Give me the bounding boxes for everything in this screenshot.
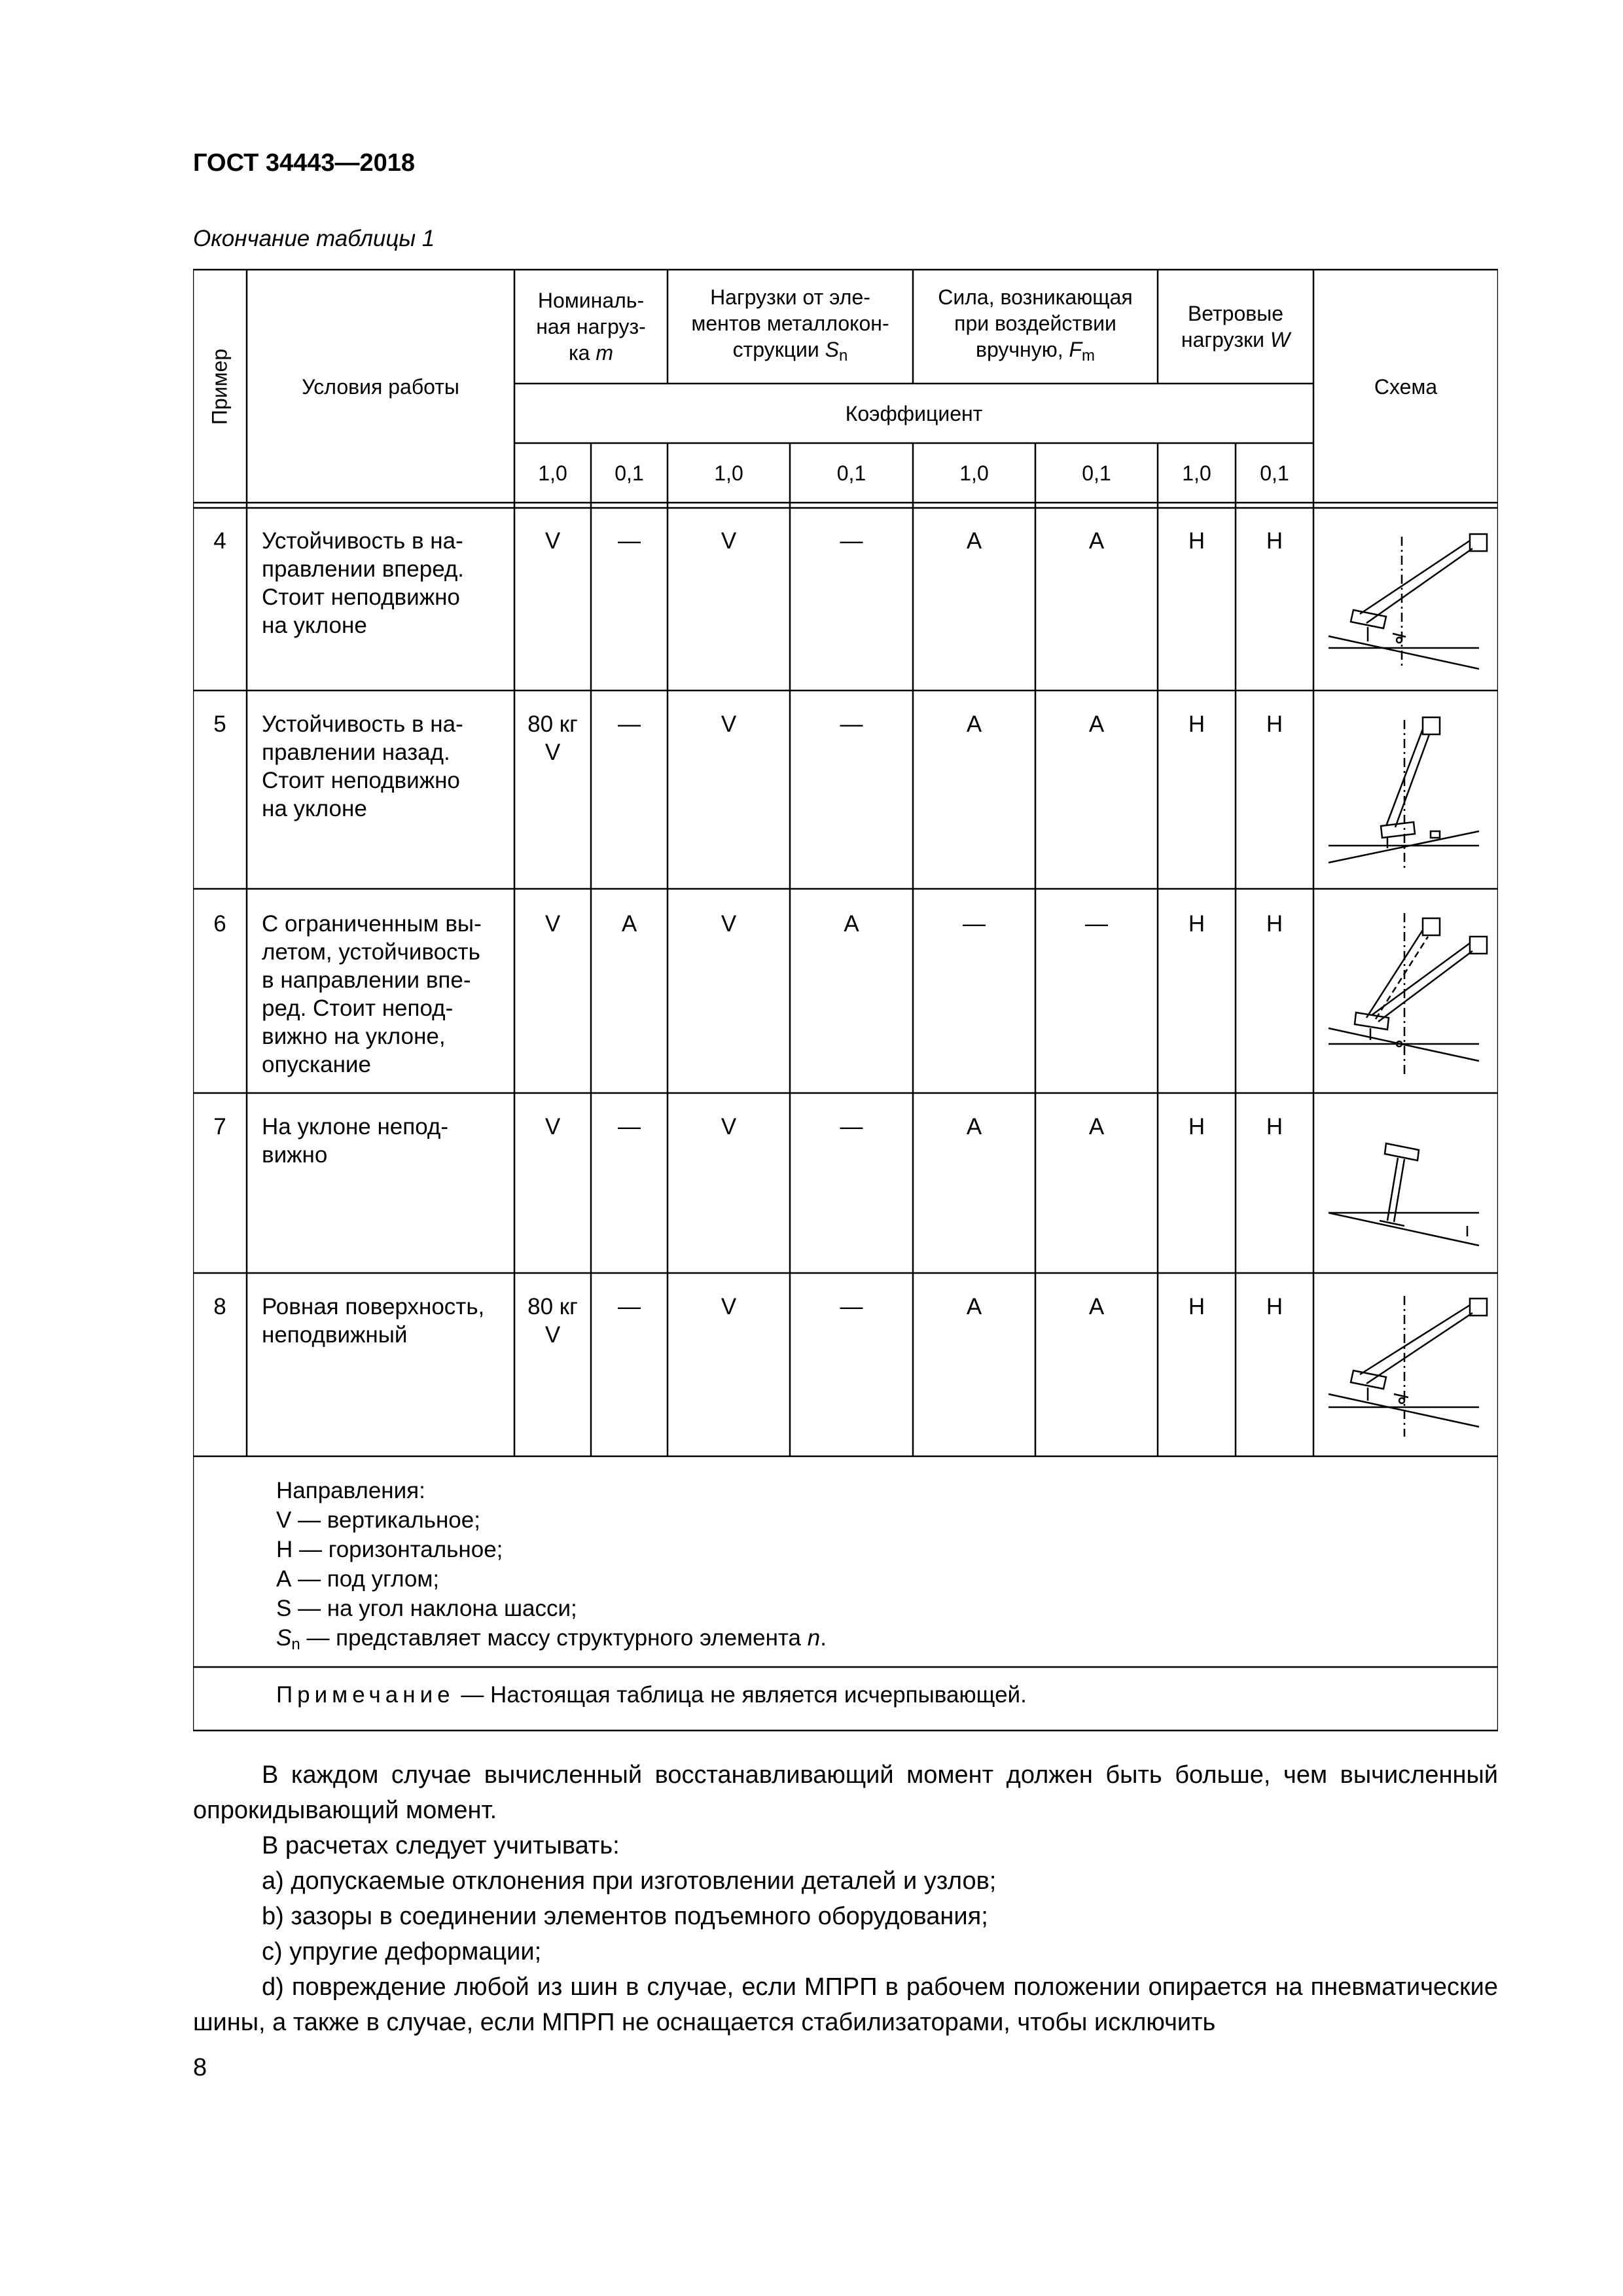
document-title: ГОСТ 34443—2018	[193, 149, 416, 177]
row-number: 8	[213, 1294, 226, 1319]
page-number: 8	[193, 2054, 207, 2081]
coef-8: 0,1	[1260, 461, 1289, 485]
value-cell: Н	[1188, 528, 1205, 554]
value-cell: А	[844, 911, 859, 937]
value-cell: V	[544, 1114, 561, 1139]
value-cell: V	[721, 1294, 737, 1319]
header-nominal-load: Номиналь- ная нагруз- ка m	[536, 289, 646, 365]
value-cell: V	[721, 711, 737, 737]
row-number: 7	[213, 1114, 226, 1139]
paragraph: В расчетах следует учитывать:	[262, 1832, 620, 1859]
value-cell: —	[1085, 911, 1108, 937]
legend: Направления: V — вертикальное; Н — горизонтальное; А — под углом; S — на угол наклона шасси; $S_n$ — представляет массу структурного элемента n.	[276, 1478, 827, 1653]
scheme-diagram	[1315, 700, 1496, 884]
value-cell: —	[963, 911, 986, 937]
value-cell: А	[1088, 1114, 1105, 1139]
coef-3: 1,0	[714, 461, 743, 485]
header-scheme: Схема	[1374, 375, 1438, 399]
value-cell: А	[966, 711, 982, 737]
value-cell: А	[621, 911, 637, 937]
header-example: Пример	[207, 348, 232, 425]
coef-2: 0,1	[615, 461, 644, 485]
value-cell: Н	[1266, 711, 1283, 737]
header-manual-force: Сила, возникающая при воздействии вручную, $F_m$	[938, 285, 1133, 365]
value-cell: А	[966, 528, 982, 554]
coef-1: 1,0	[538, 461, 567, 485]
row-conditions: Ровная поверхность, неподвижный	[262, 1294, 485, 1348]
value-cell: Н	[1188, 711, 1205, 737]
value-cell: Н	[1188, 911, 1205, 937]
coef-5: 1,0	[959, 461, 989, 485]
value-cell: Н	[1266, 528, 1283, 554]
value-cell: 80 кг V	[527, 711, 578, 765]
value-cell: —	[618, 528, 641, 554]
row-conditions: Устойчивость в на- правлении вперед. Стоит неподвижно на уклоне	[262, 528, 465, 638]
value-cell: Н	[1266, 1114, 1283, 1139]
header-coefficient: Коэффициент	[845, 401, 983, 425]
value-cell: V	[721, 528, 737, 554]
scheme-diagram	[1315, 900, 1496, 1090]
list-item: a) допускаемые отклонения при изготовлении деталей и узлов;	[262, 1867, 997, 1895]
coef-4: 0,1	[836, 461, 866, 485]
value-cell: Н	[1266, 911, 1283, 937]
header-metal-loads: Нагрузки от эле- ментов металлокон- струкции $S_n$	[691, 285, 889, 365]
value-cell: А	[966, 1114, 982, 1139]
coef-6: 0,1	[1082, 461, 1111, 485]
value-cell: А	[966, 1294, 982, 1319]
value-cell: Н	[1188, 1114, 1205, 1139]
value-cell: А	[1088, 528, 1105, 554]
row-conditions: С ограниченным вы- летом, устойчивость в направлении впе- ред. Стоит непод- вижно на уклоне, опускание	[262, 911, 482, 1077]
scheme-diagram	[1315, 517, 1496, 681]
row-number: 5	[213, 711, 226, 737]
row-number: 4	[213, 528, 226, 554]
scheme-diagram	[1315, 1103, 1496, 1266]
value-cell: —	[840, 528, 863, 554]
table-note: Примечание — Настоящая таблица не является исчерпывающей.	[276, 1682, 1027, 1708]
value-cell: —	[840, 711, 863, 737]
value-cell: V	[721, 911, 737, 937]
header-wind-loads: Ветровые нагрузки W	[1181, 302, 1291, 351]
value-cell: V	[544, 528, 561, 554]
value-cell: —	[618, 1294, 641, 1319]
value-cell: —	[840, 1294, 863, 1319]
scheme-diagram	[1315, 1283, 1496, 1450]
value-cell: —	[618, 711, 641, 737]
list-item: c) упругие деформации;	[262, 1938, 542, 1965]
value-cell: V	[721, 1114, 737, 1139]
value-cell: V	[544, 911, 561, 937]
value-cell: —	[618, 1114, 641, 1139]
list-item: b) зазоры в соединении элементов подъемного оборудования;	[262, 1903, 988, 1930]
table-caption: Окончание таблицы 1	[193, 226, 435, 251]
value-cell: Н	[1266, 1294, 1283, 1319]
value-cell: А	[1088, 711, 1105, 737]
header-conditions: Условия работы	[302, 375, 459, 399]
paragraph: В каждом случае вычисленный восстанавливающий момент должен быть больше, чем вычисленный опрокидывающий момент.	[193, 1761, 1498, 1824]
row-number: 6	[213, 911, 226, 937]
value-cell: Н	[1188, 1294, 1205, 1319]
value-cell: А	[1088, 1294, 1105, 1319]
list-item: d) повреждение любой из шин в случае, если МПРП в рабочем положении опирается на пневматические шины, а также в случае, если МПРП не оснащается стабилизаторами, чтобы исключить	[193, 1973, 1498, 2036]
row-conditions: На уклоне непод- вижно	[262, 1114, 448, 1168]
row-conditions: Устойчивость в на- правлении назад. Стоит неподвижно на уклоне	[262, 711, 463, 821]
value-cell: —	[840, 1114, 863, 1139]
value-cell: 80 кг V	[527, 1294, 578, 1348]
coef-7: 1,0	[1182, 461, 1211, 485]
